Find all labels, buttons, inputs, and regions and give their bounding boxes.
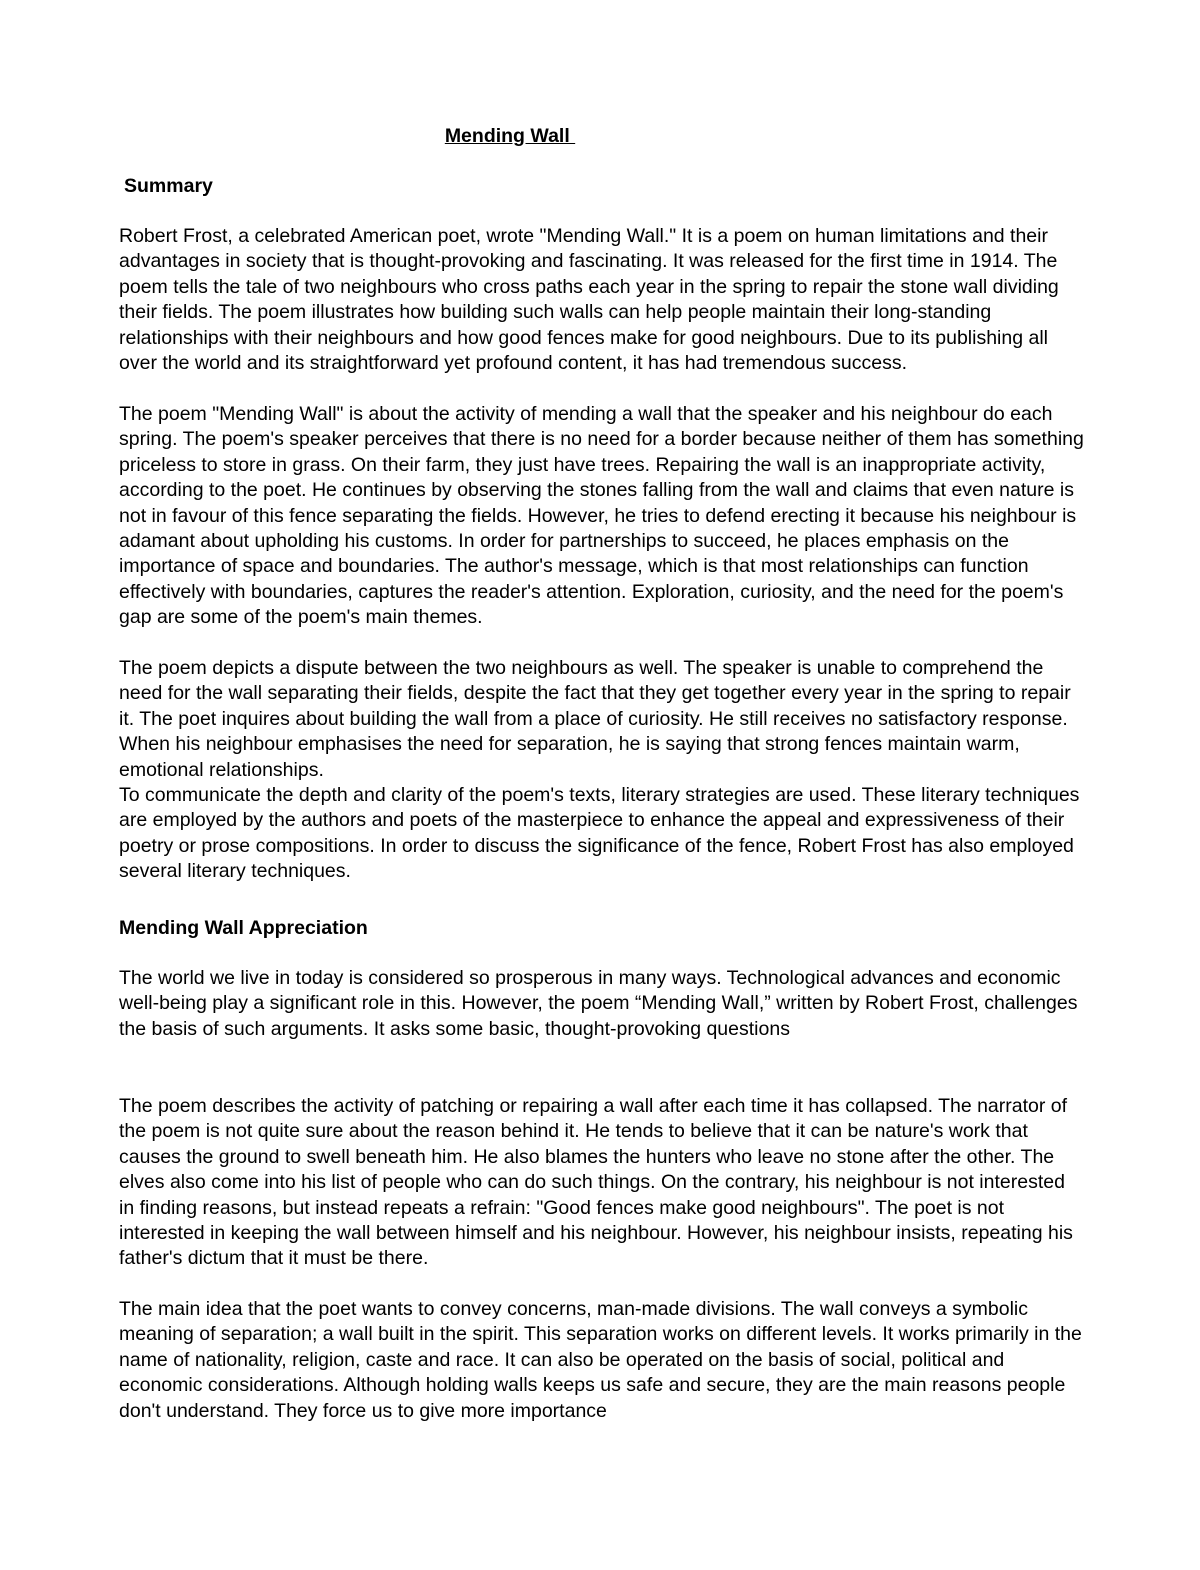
summary-paragraph-1: Robert Frost, a celebrated American poet, wrote "Mending Wall." It is a poem on human limitations and their advantages in society that is thought-provoking and fascinating. It was released for the first time in 1914. The poem tells the tale of two neighbours who cross paths each year in the spring to repair the stone wall dividing their fields. The poem illustrates how building such walls can help people maintain their long-standing relationships with their neighbours and how good fences make for good neighbours. Due to its publishing all over the world and its straightforward yet profound content, it has had tremendous success. [119, 225, 1059, 375]
summary-paragraph-3: The poem depicts a dispute between the two neighbours as well. The speaker is unable to comprehend the need for the wall separating their fields, despite the fact that they get together every year in the spring to repair it. The poet inquires about building the wall from a place of curiosity. He still receives no satisfactory response. When his neighbour emphasises the need for separation, he is saying that strong fences maintain warm, emotional relationships. [119, 657, 1071, 781]
section-heading-summary: Summary [124, 175, 213, 197]
section-heading-appreciation: Mending Wall Appreciation [119, 917, 368, 939]
summary-paragraph-2: The poem "Mending Wall" is about the activity of mending a wall that the speaker and his neighbour do each spring. The poem's speaker perceives that there is no need for a border because neither of them has something priceless to store in grass. On their farm, they just have trees. Repairing the wall is an inappropriate activity, according to the poet. He continues by observing the stones falling from the wall and claims that even nature is not in favour of this fence separating the fields. However, he tries to defend erecting it because his neighbour is adamant about upholding his customs. In order for partnerships to succeed, he places emphasis on the importance of space and boundaries. The author's message, which is that most relationships can function effectively with boundaries, captures the reader's attention. Exploration, curiosity, and the need for the poem's gap are some of the poem's main themes. [119, 403, 1084, 629]
appreciation-paragraph-3: The main idea that the poet wants to convey concerns, man-made divisions. The wall conveys a symbolic meaning of separation; a wall built in the spirit. This separation works on different levels. It works primarily in the name of nationality, religion, caste and race. It can also be operated on the basis of social, political and economic considerations. Although holding walls keeps us safe and secure, they are the main reasons people don't understand. They force us to give more importance [119, 1298, 1082, 1422]
summary-paragraph-4: To communicate the depth and clarity of the poem's texts, literary strategies are used. These literary techniques are employed by the authors and poets of the masterpiece to enhance the appeal and expressiveness of their poetry or prose compositions. In order to discuss the significance of the fence, Robert Frost has also employed several literary techniques. [119, 784, 1080, 883]
appreciation-paragraph-2: The poem describes the activity of patching or repairing a wall after each time it has collapsed. The narrator of the poem is not quite sure about the reason behind it. He tends to believe that it can be nature's work that causes the ground to swell beneath him. He also blames the hunters who leave no stone after the other. The elves also come into his list of people who can do such things. On the contrary, his neighbour is not interested in finding reasons, but instead repeats a refrain: "Good fences make good neighbours". The poet is not interested in keeping the wall between himself and his neighbour. However, his neighbour insists, repeating his father's dictum that it must be there. [119, 1095, 1073, 1270]
appreciation-paragraph-1: The world we live in today is considered so prosperous in many ways. Technological advances and economic well-being play a significant role in this. However, the poem “Mending Wall,” written by Robert Frost, challenges the basis of such arguments. It asks some basic, thought-provoking questions [119, 967, 1078, 1040]
document-title: Mending Wall [444, 125, 576, 147]
